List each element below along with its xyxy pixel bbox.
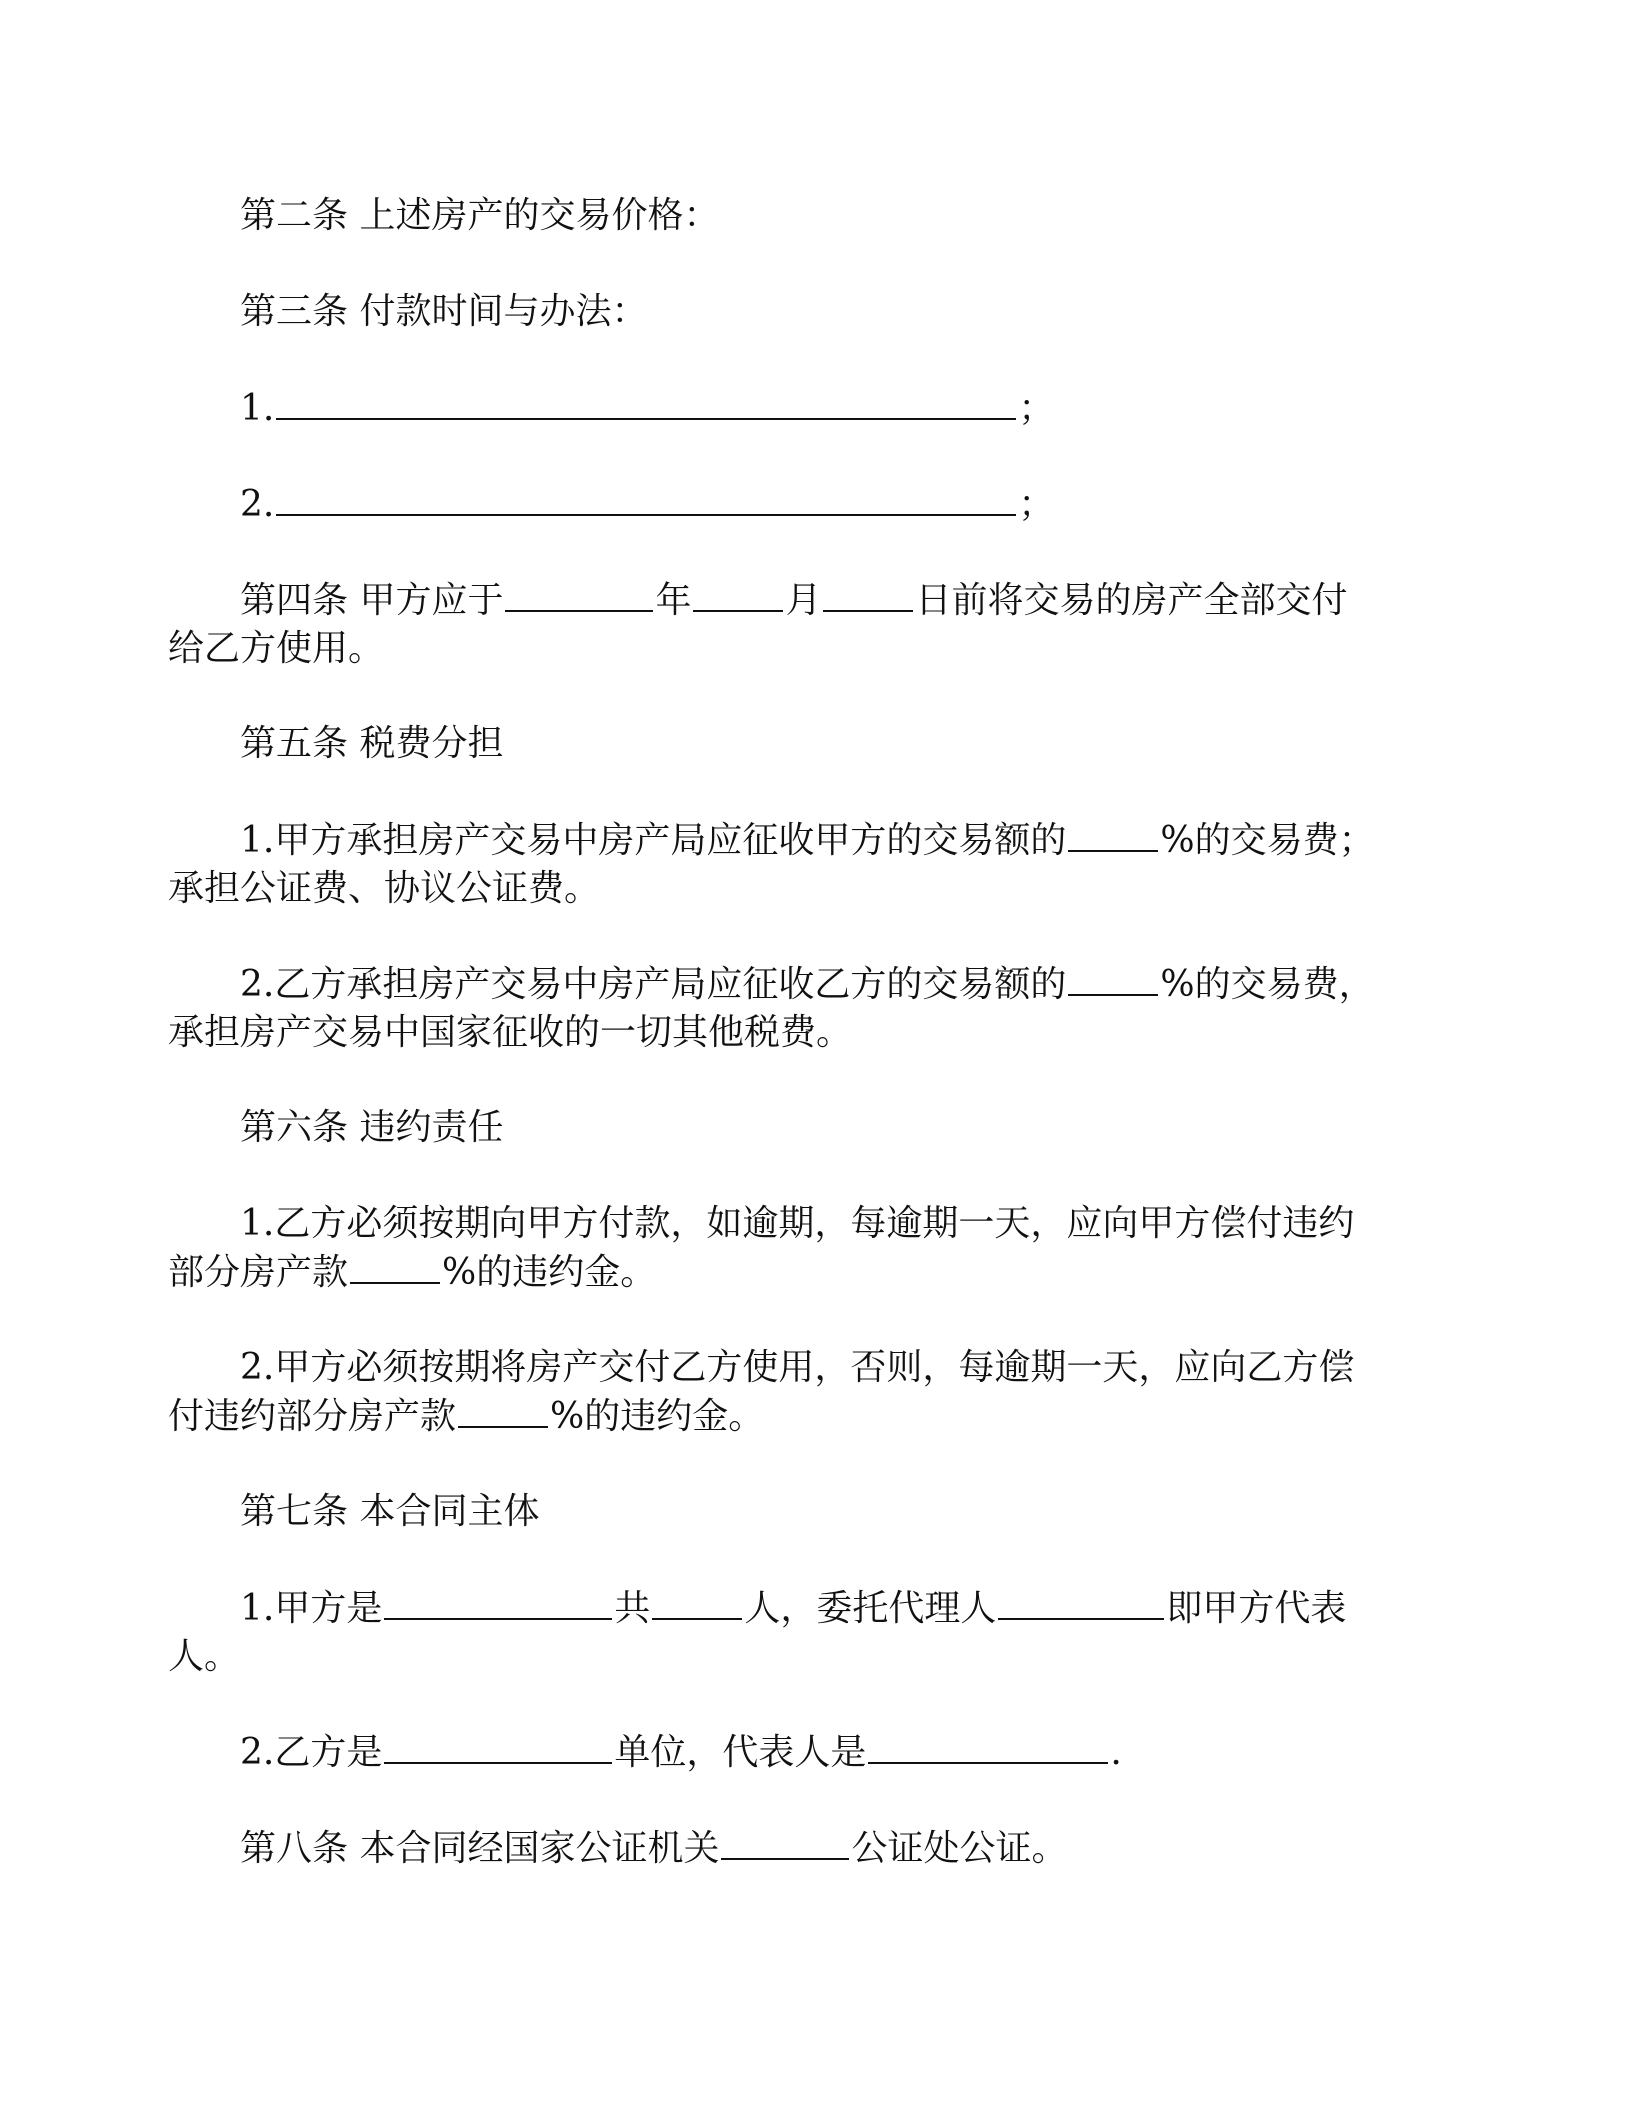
- party-a-agent-blank[interactable]: [998, 1584, 1164, 1620]
- party-a-name-blank[interactable]: [384, 1584, 612, 1620]
- payment-item-2-blank[interactable]: [276, 480, 1016, 516]
- delivery-day-blank[interactable]: [823, 576, 913, 612]
- article-8-text-b: 公证处公证。: [851, 1828, 1068, 1869]
- tax-item-1-text-b: %的交易费；承担公证费、协议公证费。: [168, 820, 1375, 909]
- article-8-text-a: 第八条 本合同经国家公证机关: [240, 1828, 720, 1869]
- party-item-2-text-c: .: [1110, 1732, 1122, 1773]
- party-item-1-text-a: 1.甲方是: [240, 1588, 383, 1629]
- article-4-month-label: 月: [785, 580, 822, 621]
- breach-item-1-text-a: 1.乙方必须按期向甲方付款，如逾期，每逾期一天，应向甲方偿付违约部分房产款: [168, 1203, 1355, 1293]
- tax-item-2-percent-blank[interactable]: [1068, 960, 1158, 996]
- article-6: [240, 1104, 1380, 1152]
- article-5: [240, 720, 1380, 768]
- party-b-representative-blank[interactable]: [868, 1728, 1108, 1764]
- delivery-month-blank[interactable]: [693, 576, 783, 612]
- payment-item-1-number: 1.: [240, 388, 275, 429]
- payment-item-2: [240, 480, 1380, 529]
- article-2-text: 第二条 上述房产的交易价格：: [240, 195, 720, 236]
- article-4-text-b: 日前将交易的房产全部交付给乙方使用。: [168, 580, 1348, 669]
- party-item-2: [240, 1728, 1380, 1777]
- breach-item-1: [168, 1200, 1380, 1297]
- article-5-text: 第五条 税费分担: [240, 723, 504, 764]
- tax-item-1-percent-blank[interactable]: [1068, 816, 1158, 852]
- article-8: [240, 1824, 1380, 1873]
- breach-item-2-text-a: 2.甲方必须按期将房产交付乙方使用，否则，每逾期一天，应向乙方偿付违约部分房产款: [168, 1347, 1355, 1437]
- tax-item-2-text-b: %的交易费，承担房产交易中国家征收的一切其他税费。: [168, 964, 1375, 1053]
- notary-office-blank[interactable]: [721, 1824, 849, 1860]
- tax-item-2: [168, 960, 1380, 1057]
- party-item-2-text-a: 2.乙方是: [240, 1732, 383, 1773]
- party-item-1-text-d: 即甲方代表人。: [168, 1588, 1347, 1677]
- payment-item-1-blank[interactable]: [276, 384, 1016, 420]
- party-b-name-blank[interactable]: [384, 1728, 612, 1764]
- delivery-year-blank[interactable]: [505, 576, 653, 612]
- breach-item-2-percent-blank[interactable]: [458, 1392, 548, 1428]
- article-6-text: 第六条 违约责任: [240, 1107, 504, 1148]
- article-4-year-label: 年: [655, 580, 692, 621]
- party-item-1: [168, 1584, 1380, 1681]
- article-3-text: 第三条 付款时间与办法：: [240, 291, 648, 332]
- party-item-2-text-b: 单位，代表人是: [614, 1732, 867, 1773]
- party-item-1-text-b: 共: [614, 1588, 651, 1629]
- party-item-1-text-c: 人，委托代理人: [744, 1588, 997, 1629]
- article-4-text-a: 第四条 甲方应于: [240, 580, 504, 621]
- payment-item-1-end: ；: [1018, 388, 1055, 429]
- payment-item-1: [240, 384, 1380, 433]
- article-3: [240, 288, 1380, 336]
- article-2: [240, 192, 1380, 240]
- tax-item-2-text-a: 2.乙方承担房产交易中房产局应征收乙方的交易额的: [240, 964, 1067, 1005]
- payment-item-2-end: ；: [1018, 484, 1055, 525]
- breach-item-2-text-b: %的违约金。: [550, 1396, 765, 1437]
- payment-item-2-number: 2.: [240, 484, 275, 525]
- article-4: [168, 576, 1380, 673]
- party-a-count-blank[interactable]: [652, 1584, 742, 1620]
- breach-item-1-percent-blank[interactable]: [350, 1248, 440, 1284]
- tax-item-1: [168, 816, 1380, 913]
- breach-item-1-text-b: %的违约金。: [442, 1252, 657, 1293]
- breach-item-2: [168, 1344, 1380, 1441]
- article-7-text: 第七条 本合同主体: [240, 1491, 540, 1532]
- tax-item-1-text-a: 1.甲方承担房产交易中房产局应征收甲方的交易额的: [240, 820, 1067, 861]
- article-7: [240, 1488, 1380, 1536]
